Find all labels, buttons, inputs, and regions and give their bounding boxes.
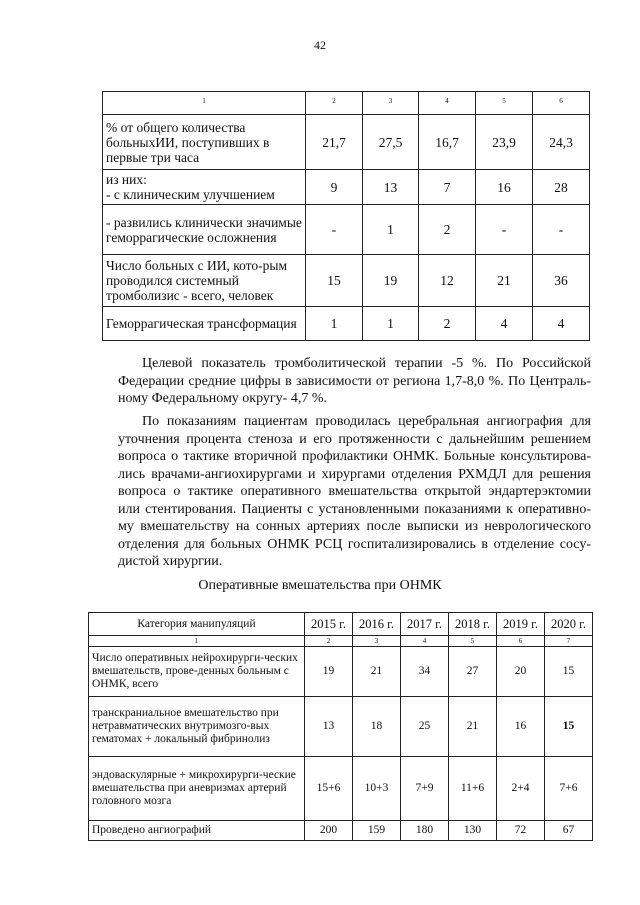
cell-value: 15 <box>306 255 363 307</box>
year-header: 2019 г. <box>497 613 545 636</box>
col-number: 3 <box>363 92 419 115</box>
table-row <box>103 255 590 307</box>
cell-value: 27,5 <box>363 115 419 170</box>
col-number: 6 <box>533 92 590 115</box>
cell-value: 10+3 <box>353 757 401 821</box>
cell-value: 12 <box>419 255 476 307</box>
col-number: 2 <box>306 92 363 115</box>
year-header: 2017 г. <box>401 613 449 636</box>
cell-value: 21 <box>449 697 497 757</box>
cell-value: 1 <box>363 205 419 255</box>
row-label: % от общего количества больныхИИ, поступивших в первые три часа <box>103 115 306 170</box>
cell-value: - <box>306 205 363 255</box>
cell-value: 200 <box>305 821 353 841</box>
row-label: - развились клинически значимые геморрагические осложнения <box>103 205 306 255</box>
table-row <box>89 697 593 757</box>
cell-value: 19 <box>363 255 419 307</box>
col-number: 6 <box>497 636 545 647</box>
cell-value: 1 <box>363 307 419 341</box>
paragraph-angiography <box>118 413 591 571</box>
paragraph-target-indicator <box>118 355 591 408</box>
col-number: 7 <box>545 636 593 647</box>
table-row <box>89 757 593 821</box>
cell-value: - <box>476 205 533 255</box>
cell-value: 7 <box>419 170 476 205</box>
cell-value: 19 <box>305 647 353 697</box>
col-number: 2 <box>305 636 353 647</box>
header-label: Категория манипуляций <box>89 613 305 636</box>
cell-value: 180 <box>401 821 449 841</box>
col-number: 5 <box>476 92 533 115</box>
year-header: 2020 г. <box>545 613 593 636</box>
operations-table <box>88 612 593 841</box>
cell-value: 13 <box>363 170 419 205</box>
cell-value: 21 <box>353 647 401 697</box>
year-header: 2016 г. <box>353 613 401 636</box>
table-row <box>89 821 593 841</box>
cell-value: 11+6 <box>449 757 497 821</box>
cell-value: 1 <box>306 307 363 341</box>
cell-value: 21 <box>476 255 533 307</box>
cell-value: 16,7 <box>419 115 476 170</box>
cell-value: 16 <box>476 170 533 205</box>
paragraph-text: Целевой показатель тромболитической терапии -5 %. По Российской Федерации средние цифры в зависимости от региона 1,7-8,0 %. По Централь-ному Федеральному округу- 4,7 %. <box>118 356 591 406</box>
cell-value: 130 <box>449 821 497 841</box>
paragraph-text: По показаниям пациентам проводилась церебральная ангиография для уточнения процента стеноза и его протяженности с дальнейшим решением вопроса о тактике вторичной профилактики ОНМК. Больные консультирова-лись врачами-ангиохирургами и хирургами отделения РХМДЛ для решения вопроса о тактике оперативного вмешательства открытой эндартерэктомии или стентирования. Пациенты с установленными показаниями к оперативно-му вмешательству на сонных артериях после выписки из неврологического отделения для больных ОНМК РСЦ госпитализировались в отделение сосу-дистой хирургии. <box>118 414 591 569</box>
cell-value: 16 <box>497 697 545 757</box>
col-number: 4 <box>401 636 449 647</box>
table-row <box>103 205 590 255</box>
column-number-row <box>89 636 593 647</box>
page-number: 42 <box>314 38 326 52</box>
thrombolysis-table <box>102 91 590 341</box>
cell-value: 18 <box>353 697 401 757</box>
cell-value: 28 <box>533 170 590 205</box>
table-row <box>103 115 590 170</box>
cell-value: 15 <box>545 647 593 697</box>
table-header-row <box>89 613 593 636</box>
year-header: 2015 г. <box>305 613 353 636</box>
cell-value: 67 <box>545 821 593 841</box>
cell-value: 25 <box>401 697 449 757</box>
col-number: 1 <box>89 636 305 647</box>
cell-value: 4 <box>533 307 590 341</box>
row-label: транскраниальное вмешательство при нетравматических внутримозго-вых гематомах + локальный фибринолиз <box>89 697 305 757</box>
year-header: 2018 г. <box>449 613 497 636</box>
cell-value: 159 <box>353 821 401 841</box>
row-label: Число больных с ИИ, кото-рым проводился системный тромболизис - всего, человек <box>103 255 306 307</box>
col-number: 1 <box>103 92 306 115</box>
cell-value: 34 <box>401 647 449 697</box>
cell-value: 7+9 <box>401 757 449 821</box>
cell-value: 27 <box>449 647 497 697</box>
cell-value: 24,3 <box>533 115 590 170</box>
row-label: Проведено ангиографий <box>89 821 305 841</box>
cell-value: 72 <box>497 821 545 841</box>
row-label: эндоваскулярные + микрохирурги-ческие вмешательства при аневризмах артерий головного мозга <box>89 757 305 821</box>
cell-value: 20 <box>497 647 545 697</box>
cell-value: 15 <box>545 697 593 757</box>
cell-value: 23,9 <box>476 115 533 170</box>
cell-value: 2 <box>419 307 476 341</box>
table-row <box>89 647 593 697</box>
cell-value: 4 <box>476 307 533 341</box>
cell-value: - <box>533 205 590 255</box>
table-caption: Оперативные вмешательства при ОНМК <box>198 578 442 593</box>
table-row <box>103 170 590 205</box>
col-number: 5 <box>449 636 497 647</box>
col-number: 4 <box>419 92 476 115</box>
row-label: из них: - с клиническим улучшением <box>103 170 306 205</box>
cell-value: 2+4 <box>497 757 545 821</box>
col-number: 3 <box>353 636 401 647</box>
cell-value: 15+6 <box>305 757 353 821</box>
table-header-row <box>103 92 590 115</box>
cell-value: 13 <box>305 697 353 757</box>
cell-value: 2 <box>419 205 476 255</box>
table-row <box>103 307 590 341</box>
row-label: Геморрагическая трансформация <box>103 307 306 341</box>
cell-value: 36 <box>533 255 590 307</box>
cell-value: 21,7 <box>306 115 363 170</box>
cell-value: 9 <box>306 170 363 205</box>
row-label: Число оперативных нейрохирурги-ческих вмешательств, прове-денных больным с ОНМК, всего <box>89 647 305 697</box>
cell-value: 7+6 <box>545 757 593 821</box>
